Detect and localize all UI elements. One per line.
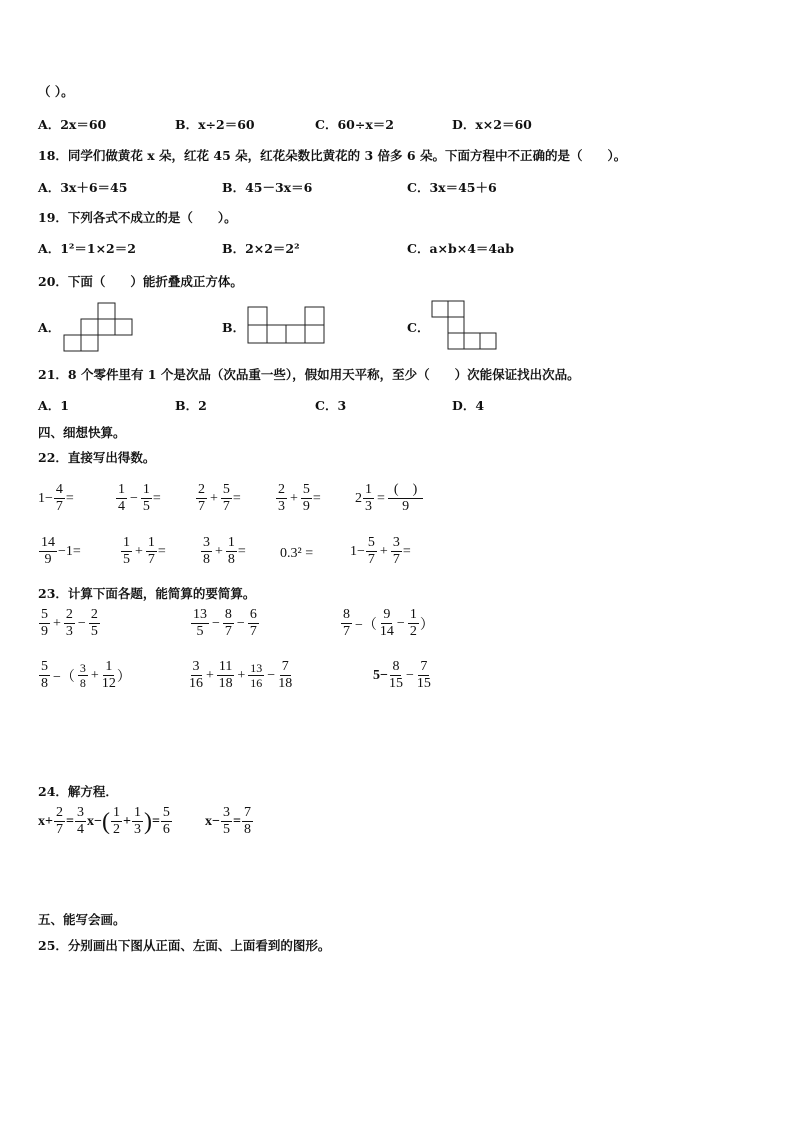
q22-item-a: 1− $\frac{4}{7}$ = bbox=[38, 482, 74, 514]
q18-option-b: B．45－3x＝6 bbox=[222, 180, 313, 195]
q21-option-d: D．4 bbox=[452, 398, 485, 413]
q17-tail: （ ）。 bbox=[38, 84, 74, 99]
q17-option-d: D．x×2＝60 bbox=[452, 117, 532, 132]
section-4-heading: 四、细想快算。 bbox=[38, 425, 126, 440]
q22-item-c: $\frac{2}{7}$ + $\frac{5}{7}$ = bbox=[198, 482, 241, 514]
q19-question: 19．下列各式不成立的是（ ）。 bbox=[38, 210, 237, 225]
q22-item-e: 2 $\frac{1}{3}$ = $\frac{( )}{9}$ bbox=[355, 483, 424, 514]
q25-question: 25．分别画出下图从正面、左面、上面看到的图形。 bbox=[38, 938, 331, 953]
q22-item-d: $\frac{2}{3}$ + $\frac{5}{9}$ = bbox=[278, 482, 321, 514]
q24-question: 24．解方程． bbox=[38, 784, 118, 799]
q23-question: 23．计算下面各题，能简算的要简算。 bbox=[38, 586, 256, 601]
q24-equation-1: x + $\frac{2}{7}$ = $\frac{3}{4}$ x − ( $\frac{1}{2}$ + $\frac{1}{3}$ ) = $\frac{5}{6}$ bbox=[38, 805, 170, 837]
q23-item-f: 5− $\frac{8}{15}$ − $\frac{7}{15}$ bbox=[373, 659, 431, 691]
q20-option-b-label: B． bbox=[222, 320, 246, 335]
q20-option-a-label: A． bbox=[38, 320, 61, 335]
q17-option-a: A．2x＝60 bbox=[38, 117, 107, 132]
q21-option-a: A．1 bbox=[38, 398, 69, 413]
q23-item-b: $\frac{13}{5}$ − $\frac{8}{7}$ − $\frac{6}{7}$ bbox=[193, 607, 257, 639]
q22-question: 22．直接写出得数。 bbox=[38, 450, 156, 465]
q22-item-i: 0.3² = bbox=[280, 546, 314, 561]
q21-option-b: B．2 bbox=[175, 398, 207, 413]
q21-option-c: C．3 bbox=[315, 398, 347, 413]
q18-option-c: C．3x＝45＋6 bbox=[407, 180, 497, 195]
q23-item-a: $\frac{5}{9}$ + $\frac{2}{3}$ − $\frac{2}{5}$ bbox=[41, 607, 98, 639]
q22-item-f: $\frac{14}{9}$ −1= bbox=[41, 535, 81, 567]
q22-item-j: 1− $\frac{5}{7}$ + $\frac{3}{7}$ = bbox=[350, 535, 411, 567]
q22-item-g: $\frac{1}{5}$ + $\frac{1}{7}$ = bbox=[123, 535, 166, 567]
q23-item-c: $\frac{8}{7}$ −（ $\frac{9}{14}$ − $\frac{1}{2}$ ） bbox=[343, 607, 434, 639]
q18-option-a: A．3x＋6＝45 bbox=[38, 180, 128, 195]
q22-item-b: $\frac{1}{4}$ − $\frac{1}{5}$ = bbox=[118, 482, 161, 514]
q23-item-d: $\frac{5}{8}$ −（ $\frac{3}{8}$ + $\frac{1}{12}$ ） bbox=[41, 659, 131, 691]
q19-option-b: B．2×2＝2² bbox=[222, 241, 300, 256]
q17-option-c: C．60÷x＝2 bbox=[315, 117, 394, 132]
q21-question: 21．8 个零件里有 1 个是次品（次品重一些），假如用天平称，至少（ ）次能保证找出次品。 bbox=[38, 367, 580, 382]
q18-question: 18．同学们做黄花 x 朵，红花 45 朵，红花朵数比黄花的 3 倍多 6 朵。下面方程中不正确的是（ ）。 bbox=[38, 148, 627, 163]
q19-option-c: C．a×b×4＝4ab bbox=[407, 241, 514, 256]
q24-equation-2: x− $\frac{3}{5}$ = $\frac{7}{8}$ bbox=[205, 805, 251, 837]
cube-net-b bbox=[246, 306, 326, 344]
cube-net-a bbox=[62, 302, 136, 352]
q19-option-a: A．1²＝1×2＝2 bbox=[38, 241, 136, 256]
q22-item-h: $\frac{3}{8}$ + $\frac{1}{8}$ = bbox=[203, 535, 246, 567]
q17-option-b: B．x÷2＝60 bbox=[175, 117, 255, 132]
q20-question: 20．下面（ ）能折叠成正方体。 bbox=[38, 274, 243, 289]
q20-option-c-label: C． bbox=[407, 320, 430, 335]
q23-item-e: $\frac{3}{16}$ + $\frac{11}{18}$ + $\frac{13}{16}$ − $\frac{7}{18}$ bbox=[189, 659, 293, 691]
section-5-heading: 五、能写会画。 bbox=[38, 912, 126, 927]
cube-net-c bbox=[430, 300, 500, 352]
